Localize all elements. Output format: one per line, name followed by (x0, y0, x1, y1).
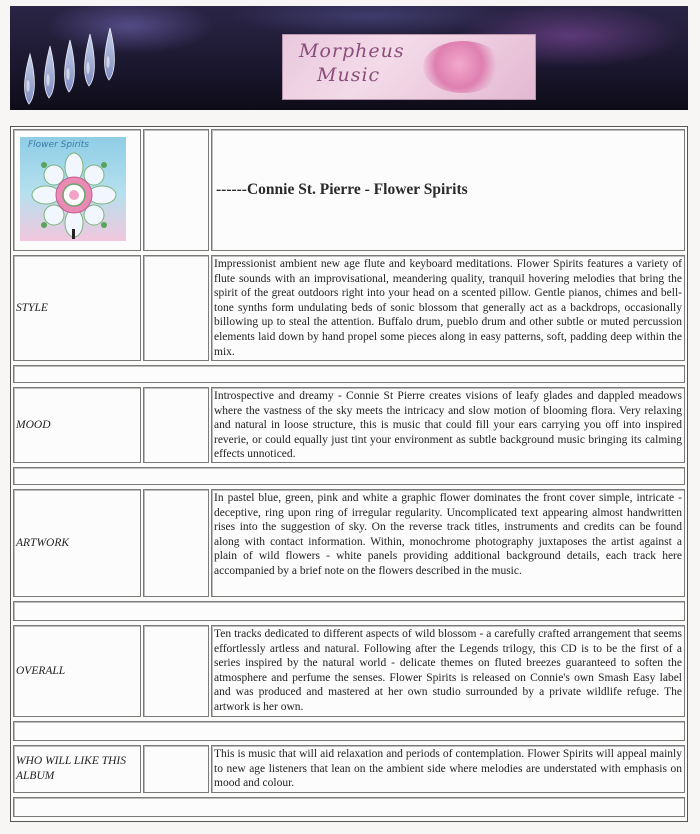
style-label: STYLE (13, 255, 141, 361)
artwork-row (11, 487, 687, 599)
separator-cell (13, 721, 685, 741)
overall-row (11, 623, 687, 719)
cover-title: Flower Spirits (28, 140, 89, 150)
style-text: Impressionist ambient new age flute and keyboard meditations. Flower Spirits features a variety of flute sounds with an improvisational, meandering quality, tranquil hovering melodies that bring the spirit of the great outdoors right into your head on a scented pillow. Gentle pianos, chimes and bell-tone synths form undulating beds of sonic blossom that generally act as a backdrops, occasionally billowing up to steal the attention. Buffalo drum, pueblo drum and other subtle or muted percussion elements laid down by hand propel some pieces along in easy patterns, soft, padding deep within the mix. (211, 255, 685, 361)
separator-row (11, 795, 687, 819)
style-spacer-cell (143, 255, 209, 361)
album-header-row (11, 127, 687, 253)
separator-cell (13, 797, 685, 817)
album-cover-cell (13, 129, 141, 251)
artwork-text: In pastel blue, green, pink and white a graphic flower dominates the front cover simple, intricate - deceptive, ring upon ring of irregular regularity. Uncomplicated text appearing almost handwritten rises into the suggestion of sky. On the reverse track titles, instruments and credits can be found along with contact information. Within, monochrome photography juxtaposes the artist against a plain of wild flowers - white panels providing additional background details, each track here accompanied by a brief note on the flowers described in the music. (211, 489, 685, 597)
separator-cell (13, 365, 685, 383)
album-cover-image (20, 137, 126, 241)
audience-label: WHO WILL LIKE THIS ALBUM (13, 745, 141, 793)
overall-spacer-cell (143, 625, 209, 717)
audience-spacer-cell (143, 745, 209, 793)
album-spacer-cell (143, 129, 209, 251)
separator-cell (13, 467, 685, 485)
separator-row (11, 599, 687, 623)
logo-text (299, 39, 439, 87)
separator-cell (13, 601, 685, 621)
site-logo[interactable] (282, 34, 536, 100)
artwork-spacer-cell (143, 489, 209, 597)
logo-line-1: Morpheus (299, 40, 405, 62)
mood-row (11, 385, 687, 465)
water-drops-icon (18, 24, 128, 110)
style-row (11, 253, 687, 363)
separator-row (11, 363, 687, 385)
audience-text: This is music that will aid relaxation and periods of contemplation. Flower Spirits will appeal mainly to new age listeners that lean on the ambient side where melodies are understated with emphasis on mood and colour. (211, 745, 685, 793)
flower-icon (20, 137, 126, 241)
overall-label: OVERALL (13, 625, 141, 717)
mood-label: MOOD (13, 387, 141, 463)
album-headline: ------Connie St. Pierre - Flower Spirits (211, 129, 685, 251)
mood-spacer-cell (143, 387, 209, 463)
album-review-table (10, 126, 688, 822)
site-banner (10, 6, 688, 110)
overall-text: Ten tracks dedicated to different aspects of wild blossom - a carefully crafted arrangement that seems effortlessly artless and natural. Following after the Legends trilogy, this CD is to be the first of a series inspired by the natural world - delicate themes on fluted breezes guaranteed to soften the atmosphere and perfume the senses. Flower Spirits is released on Connie's own Smash Easy label and was produced and mastered at her own studio surrounded by a private wildlife refuge. The artwork is her own. (211, 625, 685, 717)
mood-text: Introspective and dreamy - Connie St Pierre creates visions of leafy glades and dappled meadows where the vastness of the sky meets the intricacy and slow motion of blooming flora. Very relaxing and natural in loose structure, this is music that could fill your ears carrying you off into inspired reverie, or could equally just tint your environment as subtle background music bringing its calming effects unnoticed. (211, 387, 685, 463)
separator-row (11, 719, 687, 743)
logo-line-2: Music (317, 64, 381, 86)
audience-row (11, 743, 687, 795)
artwork-label: ARTWORK (13, 489, 141, 597)
separator-row (11, 465, 687, 487)
